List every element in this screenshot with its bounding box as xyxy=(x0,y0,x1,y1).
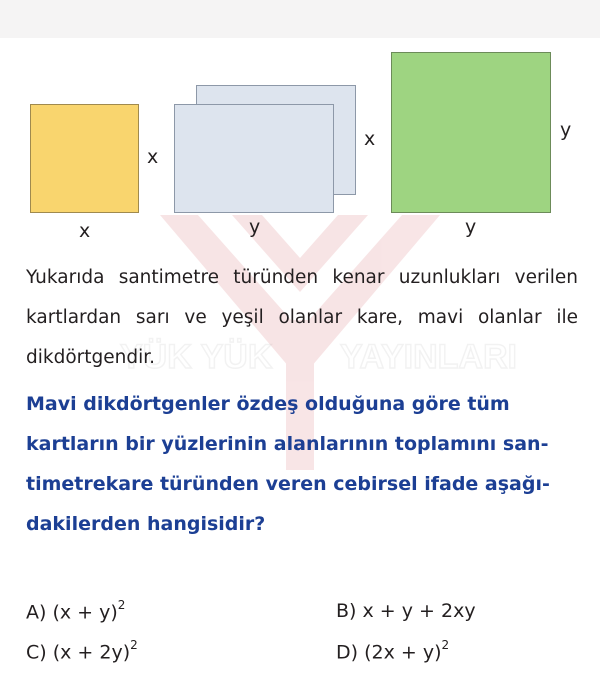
question-text xyxy=(26,384,578,544)
question-line-4: dakilerden hangisidir? xyxy=(26,513,266,535)
question-line-1: Mavi dikdörtgenler özdeş olduğuna göre tüm xyxy=(26,393,510,415)
option-c-text: (x + 2y) xyxy=(52,641,131,664)
svg-text:YAYINLARI: YAYINLARI xyxy=(340,338,517,376)
option-d[interactable] xyxy=(336,640,449,663)
option-b-text: x + y + 2xy xyxy=(362,600,476,622)
option-c[interactable] xyxy=(26,640,138,663)
option-b-label: B) xyxy=(336,600,357,622)
option-c-exponent: 2 xyxy=(130,638,138,652)
svg-text:YÜK YÜK: YÜK YÜK xyxy=(120,338,273,376)
option-d-exponent: 2 xyxy=(441,638,450,652)
option-b[interactable] xyxy=(336,600,476,622)
option-a-text: (x + y) xyxy=(52,601,118,624)
question-line-3: timetrekare türünden veren cebirsel ifade aşağı- xyxy=(26,473,550,495)
option-d-text: (2x + y) xyxy=(364,641,442,664)
option-a[interactable] xyxy=(26,600,125,623)
yellow-side-label: x xyxy=(147,146,159,168)
option-a-exponent: 2 xyxy=(117,598,126,612)
option-a-label: A) xyxy=(26,601,47,624)
green-square-card xyxy=(391,52,551,213)
question-line-2: kartların bir yüzlerinin alanlarının toplamını san- xyxy=(26,433,549,455)
option-c-label: C) xyxy=(26,641,47,664)
yellow-square-card xyxy=(30,104,139,213)
green-bottom-label: y xyxy=(465,216,477,238)
problem-paragraph: Yukarıda santimetre türünden kenar uzunlukları verilen kartlardan sarı ve yeşil olanlar kare, mavi olanlar ile dikdörtgendir. xyxy=(26,267,578,368)
top-band xyxy=(0,0,600,38)
yellow-bottom-label: x xyxy=(79,220,91,242)
blue-side-label: x xyxy=(364,128,376,150)
blue-rectangle-card-front xyxy=(174,104,334,213)
green-side-label: y xyxy=(560,119,572,141)
blue-bottom-label: y xyxy=(249,216,261,238)
option-d-label: D) xyxy=(336,641,359,664)
